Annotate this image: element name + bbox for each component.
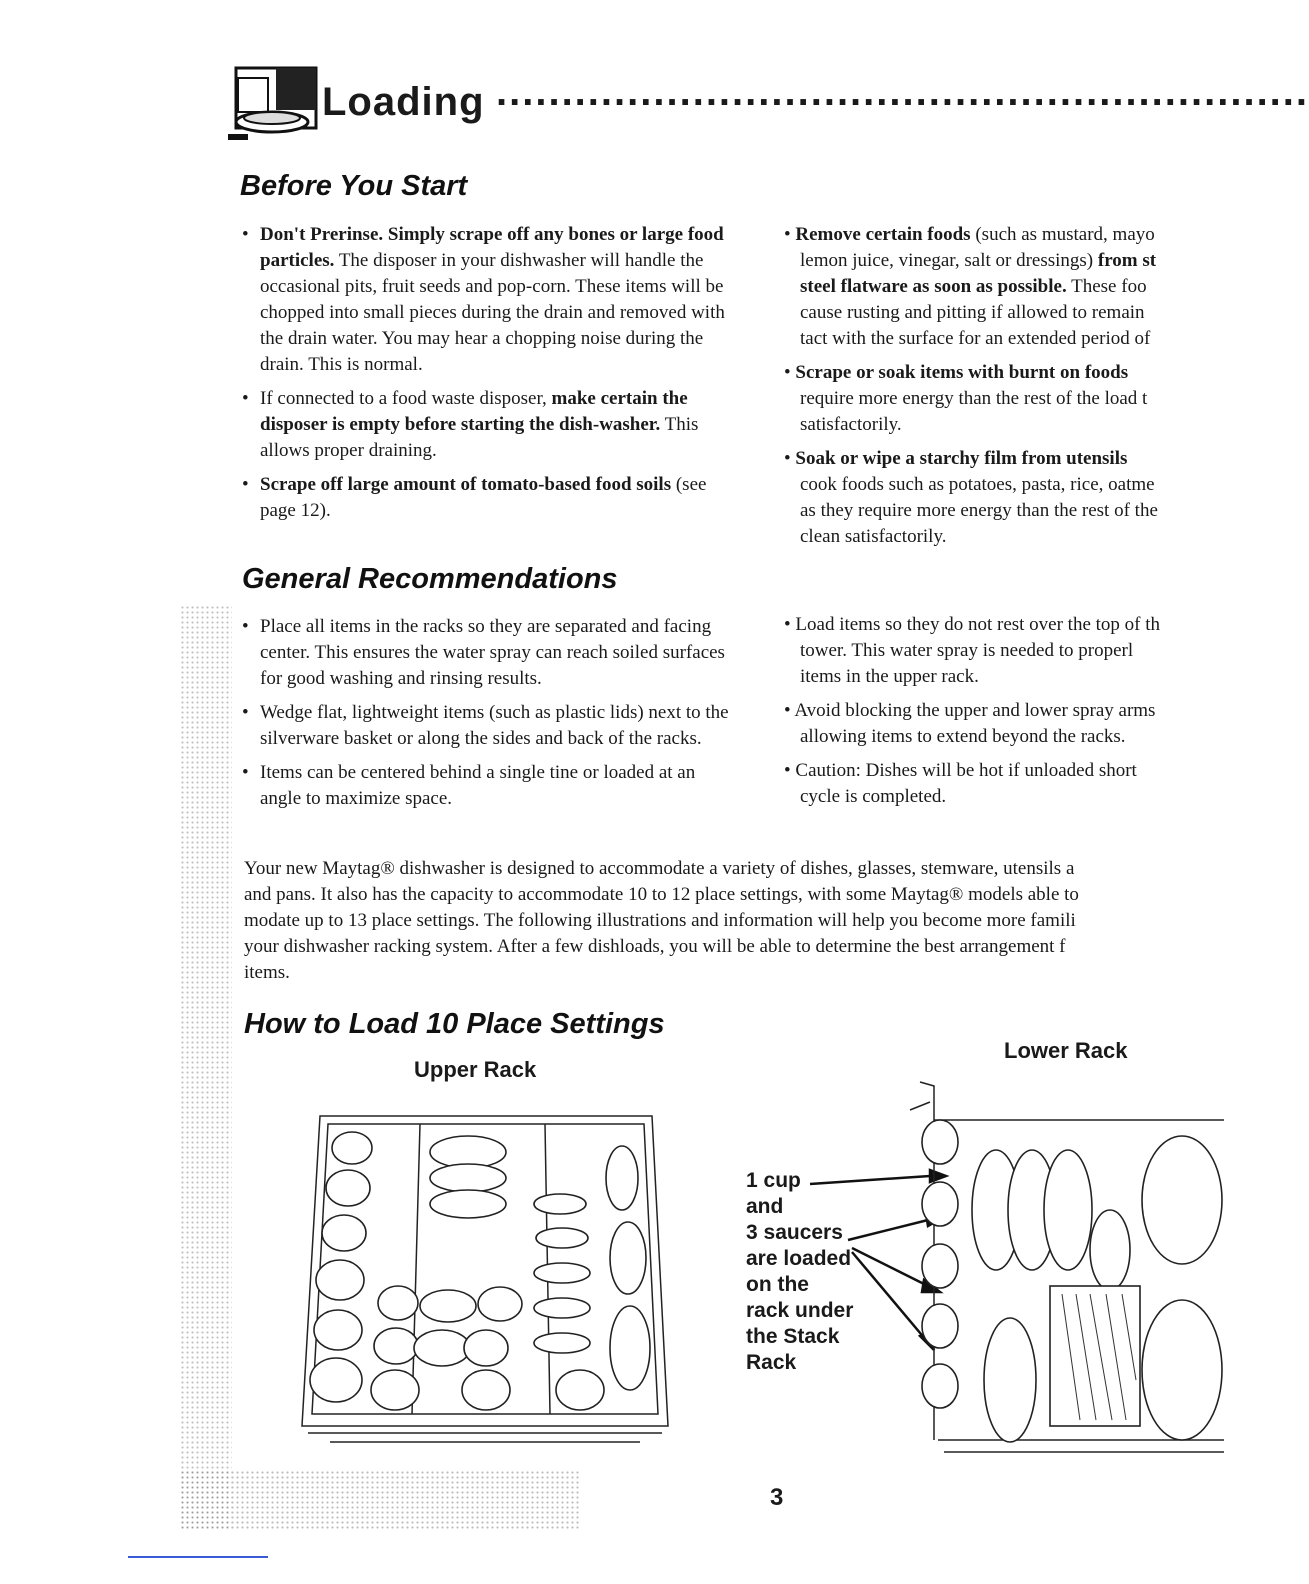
loading-callout: 1 cup and 3 saucers are loaded on the rack under the Stack Rack	[746, 1169, 854, 1374]
general-left-list	[242, 614, 732, 820]
general-right-list	[784, 612, 1224, 810]
scan-halftone-edge	[180, 605, 232, 1530]
title-leader-dots: ..............................................................	[496, 70, 1309, 114]
list-item-line: satisfactorily.	[800, 414, 902, 435]
list-item-line: • Soak or wipe a starchy film from utensils	[784, 448, 1128, 469]
list-item: • Place all items in the racks so they are separated and facing center. This ensures the water spray can reach soiled surfaces for good washing and rinsing results.	[242, 614, 732, 692]
list-item-line: tact with the surface for an extended period of	[800, 328, 1151, 349]
list-item: • Scrape off large amount of tomato-based food soils (see page 12).	[242, 472, 732, 524]
scan-mark	[128, 1556, 268, 1558]
list-item: • Items can be centered behind a single tine or loaded at an angle to maximize space.	[242, 760, 732, 812]
list-item-line: allowing items to extend beyond the racks.	[800, 726, 1126, 747]
list-item-line: steel flatware as soon as possible. These foo	[800, 276, 1147, 297]
heading-how-to-load: How to Load 10 Place Settings	[244, 1008, 665, 1040]
upper-rack-illustration	[300, 1108, 670, 1448]
list-item-line: cook foods such as potatoes, pasta, rice, oatme	[800, 474, 1155, 495]
list-item-line: • Caution: Dishes will be hot if unloaded short	[784, 760, 1137, 781]
list-item-line: clean satisfactorily.	[800, 526, 947, 547]
heading-general-recommendations: General Recommendations	[242, 563, 618, 595]
before-left-list	[242, 222, 732, 532]
intro-paragraph: Your new Maytag® dishwasher is designed to accommodate a variety of dishes, glasses, stemware, utensils a and pans. It also has the capacity to accommodate 10 to 12 place settings, with some Maytag® models able to modate up to 13 place settings. The following illustrations and information will help you become more famili your dishwasher racking system. After a few dishloads, you will be able to determine the best arrangement f items.	[244, 858, 1079, 983]
page-number: 3	[770, 1484, 784, 1511]
lower-rack-label: Lower Rack	[1004, 1038, 1128, 1063]
list-item-line: • Scrape or soak items with burnt on foods	[784, 362, 1129, 383]
list-item-line: require more energy than the rest of the load t	[800, 388, 1148, 409]
upper-rack-label: Upper Rack	[414, 1057, 537, 1082]
page-title: Loading	[322, 80, 485, 124]
list-item-line: • Remove certain foods (such as mustard, mayo	[784, 224, 1155, 245]
list-item-line: items in the upper rack.	[800, 666, 979, 687]
before-right-list	[784, 222, 1224, 550]
list-item-line: cause rusting and pitting if allowed to remain	[800, 302, 1145, 323]
list-item-line: • Avoid blocking the upper and lower spray arms	[784, 700, 1156, 721]
heading-before-you-start: Before You Start	[240, 170, 468, 202]
list-item: • Wedge flat, lightweight items (such as plastic lids) next to the silverware basket or along the sides and back of the racks.	[242, 700, 732, 752]
list-item-line: cycle is completed.	[800, 786, 947, 807]
dishes-icon	[228, 64, 320, 148]
list-item: • Don't Prerinse. Simply scrape off any bones or large food particles. The disposer in your dishwasher will handle the occasional pits, fruit seeds and pop-corn. These items will be chopped into small pieces during the drain and removed with the drain water. You may hear a chopping noise during the drain. This is normal.	[242, 222, 732, 378]
list-item: • If connected to a food waste disposer, make certain the disposer is empty before starting the dish-washer. This allows proper draining.	[242, 386, 732, 464]
list-item-line: tower. This water spray is needed to properl	[800, 640, 1134, 661]
list-item-line: as they require more energy than the rest of the	[800, 500, 1158, 521]
scan-halftone-bottom	[180, 1470, 580, 1530]
list-item-line: • Load items so they do not rest over the top of th	[784, 614, 1161, 635]
lower-rack-illustration	[900, 1080, 1224, 1460]
list-item-line: lemon juice, vinegar, salt or dressings) from st	[800, 250, 1157, 271]
